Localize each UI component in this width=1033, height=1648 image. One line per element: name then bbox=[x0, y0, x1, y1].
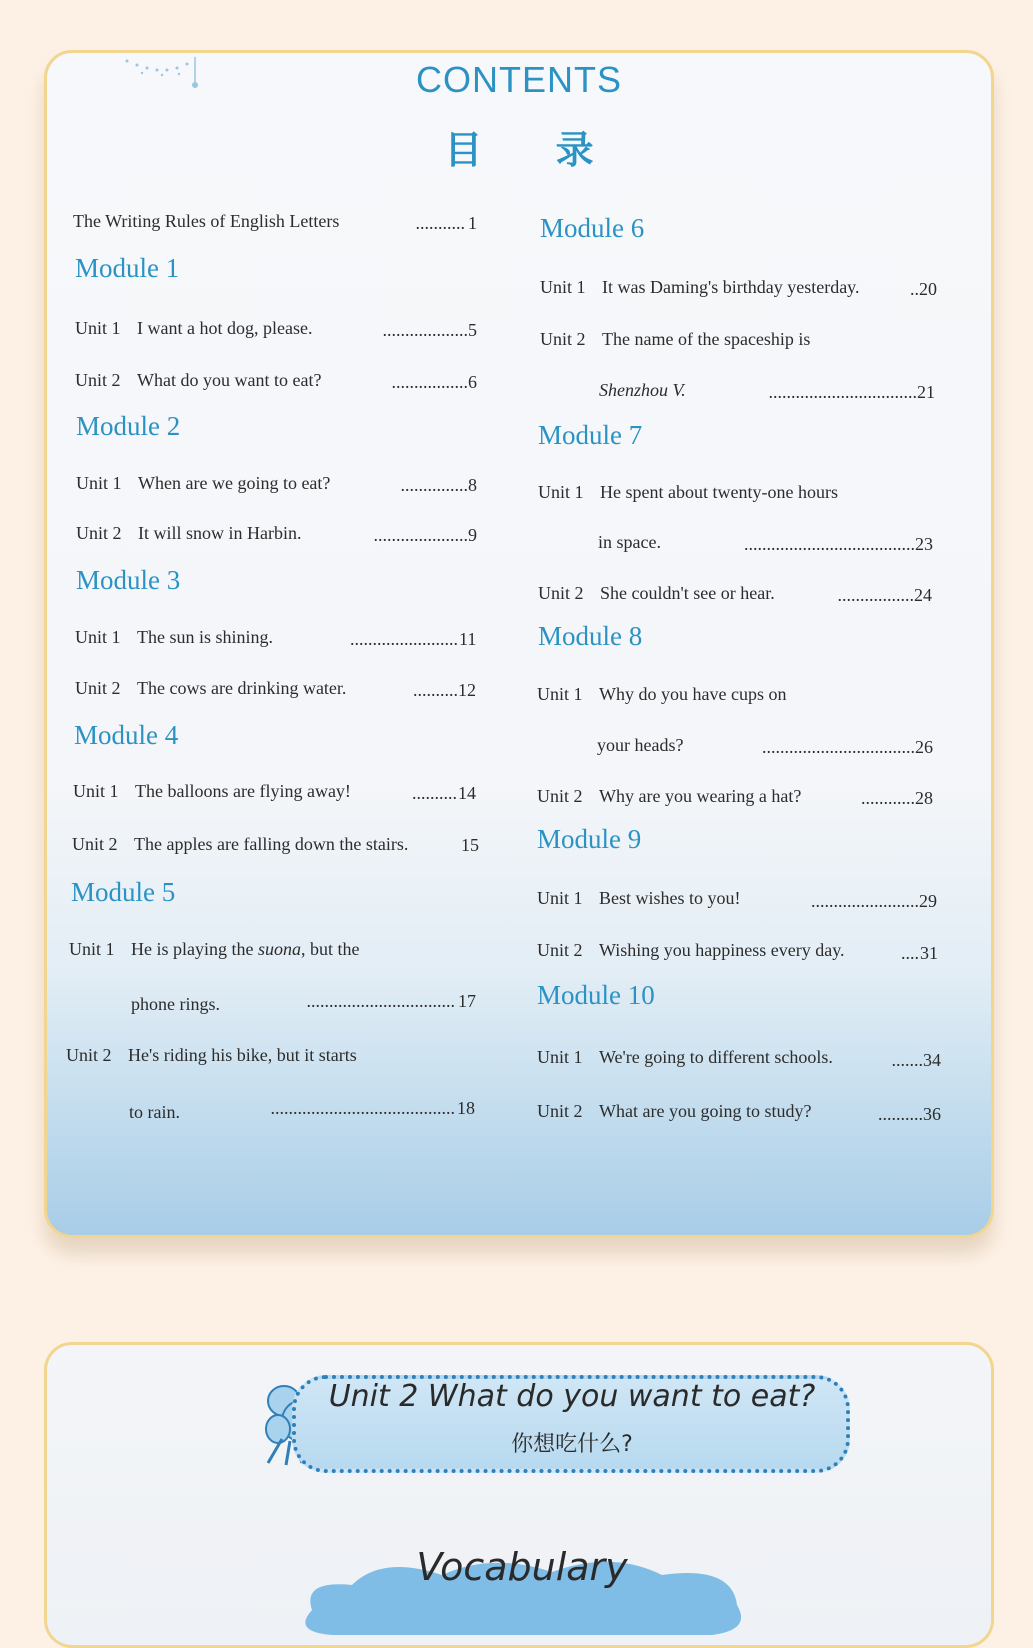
page-number: 8 bbox=[468, 475, 477, 495]
page-number: 9 bbox=[468, 525, 477, 545]
page-number: 11 bbox=[459, 629, 477, 649]
module-heading-5: Module 5 bbox=[71, 877, 176, 907]
toc-entry-text: When are we going to eat? bbox=[138, 473, 331, 493]
toc-entry[interactable] bbox=[537, 786, 801, 807]
leader-dots: ................................. bbox=[768, 382, 917, 402]
unit-label: Unit 2 bbox=[538, 583, 584, 603]
unit-label: Unit 2 bbox=[537, 786, 583, 806]
page-number: 6 bbox=[468, 372, 477, 392]
toc-entry[interactable] bbox=[538, 583, 775, 604]
toc-entry[interactable] bbox=[540, 329, 810, 350]
unit-label: Unit 1 bbox=[75, 318, 121, 338]
unit-label: Unit 1 bbox=[75, 627, 121, 647]
page-number: 24 bbox=[914, 585, 932, 605]
leader-dots: ................. bbox=[837, 585, 914, 605]
page-number: 14 bbox=[458, 783, 476, 803]
module-heading-9: Module 9 bbox=[537, 824, 642, 854]
leader-dots: .......... bbox=[413, 680, 458, 700]
toc-entry[interactable] bbox=[76, 473, 330, 494]
contents-page bbox=[44, 50, 994, 1238]
page-number: 26 bbox=[915, 737, 933, 757]
module-heading-7: Module 7 bbox=[538, 420, 643, 450]
toc-entry[interactable] bbox=[537, 1101, 811, 1122]
unit-label: Unit 1 bbox=[69, 939, 115, 959]
page-number: 23 bbox=[915, 534, 933, 554]
toc-entry-text: It was Daming's birthday yesterday. bbox=[602, 277, 860, 297]
leader-dots: ........... bbox=[415, 213, 465, 233]
leader-dots: .... bbox=[901, 943, 919, 963]
toc-entry[interactable] bbox=[537, 1047, 833, 1068]
toc-entry[interactable] bbox=[75, 318, 312, 339]
page-number: 5 bbox=[468, 320, 477, 340]
unit-label: Unit 2 bbox=[537, 940, 583, 960]
toc-entry-text: The Writing Rules of English Letters bbox=[73, 211, 340, 231]
toc-entry-continuation: to rain. bbox=[129, 1102, 180, 1122]
toc-entry-continuation bbox=[599, 380, 686, 401]
page-number: 15 bbox=[461, 835, 479, 855]
unit-title-banner bbox=[262, 1375, 847, 1471]
toc-entry-writing-rules[interactable] bbox=[73, 211, 339, 232]
toc-entry[interactable] bbox=[538, 482, 838, 503]
toc-entry[interactable] bbox=[76, 523, 302, 544]
page-number: 1 bbox=[468, 213, 477, 233]
leader-dots: ...................................... bbox=[744, 534, 915, 554]
page-number: 12 bbox=[458, 680, 476, 700]
module-heading-6: Module 6 bbox=[540, 213, 645, 243]
toc-entry[interactable] bbox=[73, 781, 351, 802]
page-number: 17 bbox=[458, 991, 476, 1011]
leader-dots: ....... bbox=[891, 1050, 923, 1070]
toc-entry-text: What do you want to eat? bbox=[137, 370, 322, 390]
unit-label: Unit 1 bbox=[76, 473, 122, 493]
page-number: 36 bbox=[923, 1104, 941, 1124]
page-title: CONTENTS bbox=[416, 59, 622, 100]
leader-dots: ................. bbox=[391, 372, 468, 392]
module-heading-10: Module 10 bbox=[537, 980, 655, 1010]
leader-dots: ............ bbox=[861, 788, 915, 808]
leader-dots: .. bbox=[910, 279, 919, 299]
toc-entry-text: I want a hot dog, please. bbox=[137, 318, 313, 338]
module-heading-8: Module 8 bbox=[538, 621, 643, 651]
toc-entry[interactable] bbox=[69, 939, 360, 960]
toc-entry-continuation: in space. bbox=[598, 532, 661, 552]
module-heading-3: Module 3 bbox=[76, 565, 181, 595]
page-title-cn: 目 录 bbox=[444, 128, 624, 172]
page-number: 21 bbox=[917, 382, 935, 402]
toc-entry-text: She couldn't see or hear. bbox=[600, 583, 775, 603]
page-number: 29 bbox=[919, 891, 937, 911]
section-heading: Vocabulary bbox=[416, 1545, 628, 1589]
unit-label: Unit 2 bbox=[76, 523, 122, 543]
leader-dots: ......................................... bbox=[270, 1098, 455, 1118]
unit-label: Unit 2 bbox=[66, 1045, 112, 1065]
unit-title-cn: 你想吃什么? bbox=[511, 1432, 633, 1457]
toc-entry[interactable] bbox=[72, 834, 408, 855]
unit-label: Unit 1 bbox=[537, 684, 583, 704]
toc-entry-text: Best wishes to you! bbox=[599, 888, 741, 908]
toc-entry-text: The cows are drinking water. bbox=[137, 678, 347, 698]
page-number: 31 bbox=[920, 943, 938, 963]
unit-page-preview bbox=[44, 1342, 994, 1648]
toc-entry-text: The name of the spaceship is bbox=[602, 329, 811, 349]
toc-entry-text: It will snow in Harbin. bbox=[138, 523, 302, 543]
toc-entry-continuation: your heads? bbox=[597, 735, 684, 755]
toc-entry[interactable] bbox=[537, 940, 845, 961]
leader-dots: ................................. bbox=[306, 991, 455, 1011]
leader-dots: ........................ bbox=[811, 891, 919, 911]
unit-title: Unit 2 What do you want to eat? bbox=[328, 1379, 816, 1414]
page-number: 20 bbox=[919, 279, 937, 299]
toc-entry-text: The balloons are flying away! bbox=[135, 781, 351, 801]
page-number: 34 bbox=[923, 1050, 941, 1070]
toc-entry-text: We're going to different schools. bbox=[599, 1047, 833, 1067]
unit-label: Unit 2 bbox=[540, 329, 586, 349]
module-heading-1: Module 1 bbox=[75, 253, 180, 283]
toc-entry-text: He is playing the bbox=[131, 939, 258, 959]
toc-entry-text: Why do you have cups on bbox=[599, 684, 787, 704]
leader-dots: .................................. bbox=[762, 737, 915, 757]
unit-label: Unit 1 bbox=[73, 781, 119, 801]
leader-dots: .......... bbox=[878, 1104, 923, 1124]
toc-entry-text-italic: Shenzhou V. bbox=[599, 380, 686, 400]
toc-entry-text: What are you going to study? bbox=[599, 1101, 812, 1121]
toc-entry[interactable] bbox=[75, 370, 321, 391]
toc-entry[interactable] bbox=[537, 888, 741, 909]
unit-label: Unit 2 bbox=[72, 834, 118, 854]
unit-label: Unit 1 bbox=[537, 1047, 583, 1067]
toc-entry-text: The apples are falling down the stairs. bbox=[134, 834, 409, 854]
leader-dots: ..................... bbox=[373, 525, 468, 545]
toc-entry-text: Why are you wearing a hat? bbox=[599, 786, 802, 806]
toc-entry-continuation: phone rings. bbox=[131, 994, 220, 1014]
leader-dots: ................... bbox=[382, 320, 468, 340]
toc-entry-text: The sun is shining. bbox=[137, 627, 274, 647]
unit-label: Unit 2 bbox=[537, 1101, 583, 1121]
module-heading-4: Module 4 bbox=[74, 720, 179, 750]
leader-dots: ........................ bbox=[350, 629, 458, 649]
leader-dots: .......... bbox=[412, 783, 457, 803]
toc-entry-text: He's riding his bike, but it starts bbox=[128, 1045, 357, 1065]
toc-entry[interactable] bbox=[540, 277, 860, 298]
toc-entry-text: Wishing you happiness every day. bbox=[599, 940, 845, 960]
unit-label: Unit 1 bbox=[537, 888, 583, 908]
unit-label: Unit 2 bbox=[75, 678, 121, 698]
unit-label: Unit 1 bbox=[538, 482, 584, 502]
toc-entry[interactable] bbox=[75, 678, 346, 699]
module-heading-2: Module 2 bbox=[76, 411, 181, 441]
toc-entry-text: , but the bbox=[301, 939, 360, 959]
toc-entry[interactable] bbox=[66, 1045, 357, 1066]
unit-label: Unit 2 bbox=[75, 370, 121, 390]
toc-entry-text: He spent about twenty-one hours bbox=[600, 482, 838, 502]
toc-entry[interactable] bbox=[75, 627, 273, 648]
leader-dots: ............... bbox=[400, 475, 468, 495]
page-number: 28 bbox=[915, 788, 933, 808]
page-number: 18 bbox=[457, 1098, 475, 1118]
unit-label: Unit 1 bbox=[540, 277, 586, 297]
toc-entry-text-italic: suona bbox=[257, 939, 301, 959]
toc-entry[interactable] bbox=[537, 684, 786, 705]
